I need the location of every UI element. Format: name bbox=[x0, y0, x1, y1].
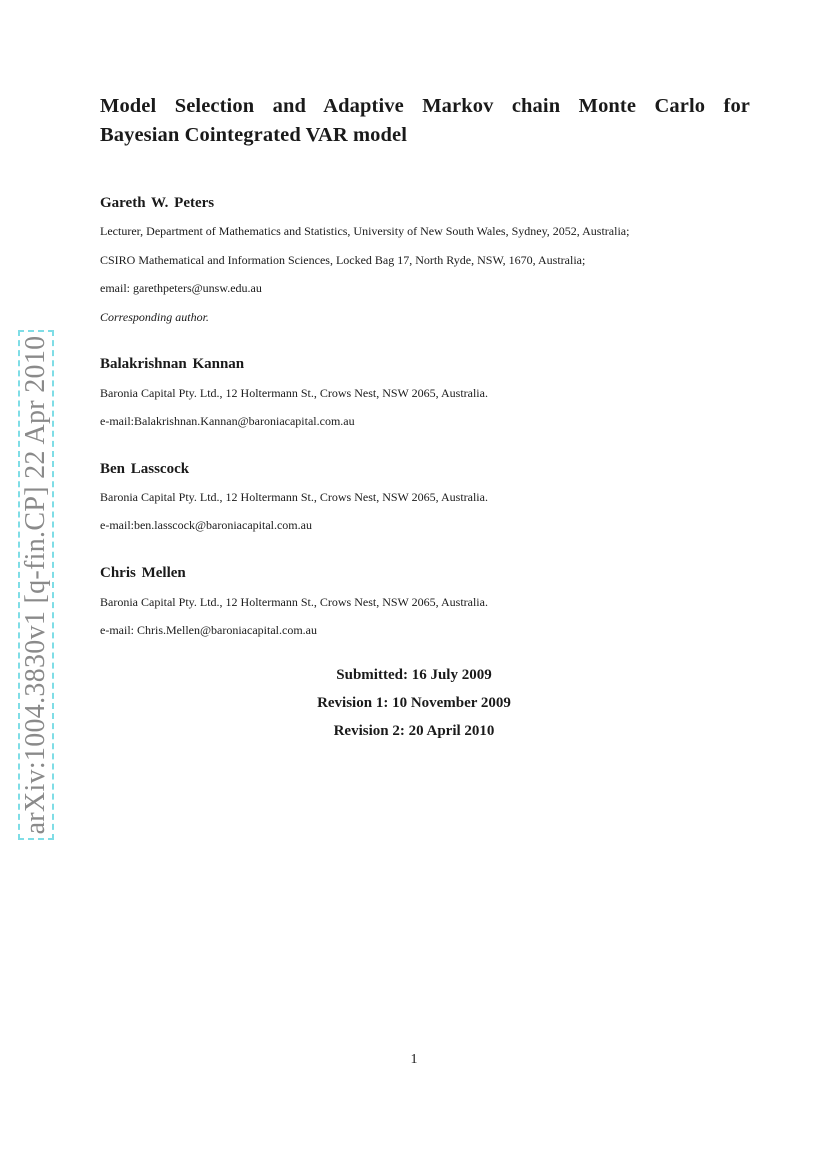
revision-date: Revision 2: 20 April 2010 bbox=[333, 723, 495, 739]
revision-date: Revision 1: 10 November 2009 bbox=[317, 695, 511, 711]
submitted-date: Submitted: 16 July 2009 bbox=[336, 667, 492, 683]
author-name: Balakrishnan Kannan bbox=[100, 356, 245, 372]
author-affiliation: Baronia Capital Pty. Ltd., 12 Holtermann St., Crows Nest, NSW 2065, Australia. bbox=[100, 386, 488, 400]
author-email[interactable]: e-mail:ben.lasscock@baroniacapital.com.au bbox=[100, 518, 312, 532]
corresponding-author-note: Corresponding author. bbox=[100, 310, 209, 324]
author-affiliation: Lecturer, Department of Mathematics and Statistics, University of New South Wales, Sydney, 2052, Australia; bbox=[100, 224, 630, 238]
author-name: Gareth W. Peters bbox=[100, 195, 215, 211]
paper-title-line-1: Model Selection and Adaptive Markov chain Monte Carlo for bbox=[100, 95, 750, 117]
author-name: Chris Mellen bbox=[100, 565, 186, 581]
paper-title-line-2: Bayesian Cointegrated VAR model bbox=[100, 124, 407, 146]
author-affiliation: Baronia Capital Pty. Ltd., 12 Holtermann St., Crows Nest, NSW 2065, Australia. bbox=[100, 595, 488, 609]
author-affiliation: Baronia Capital Pty. Ltd., 12 Holtermann St., Crows Nest, NSW 2065, Australia. bbox=[100, 490, 488, 504]
page-number: 1 bbox=[410, 1052, 418, 1067]
author-email[interactable]: e-mail: Chris.Mellen@baroniacapital.com.au bbox=[100, 623, 317, 637]
paper-title bbox=[100, 92, 750, 150]
author-email[interactable]: email: garethpeters@unsw.edu.au bbox=[100, 281, 262, 295]
author-affiliation: CSIRO Mathematical and Information Sciences, Locked Bag 17, North Ryde, NSW, 1670, Australia; bbox=[100, 253, 586, 267]
author-email[interactable]: e-mail:Balakrishnan.Kannan@baroniacapital.com.au bbox=[100, 414, 355, 428]
arxiv-identifier[interactable]: arXiv:1004.3830v1 [q-fin.CP] 22 Apr 2010 bbox=[20, 335, 51, 835]
author-name: Ben Lasscock bbox=[100, 461, 190, 477]
